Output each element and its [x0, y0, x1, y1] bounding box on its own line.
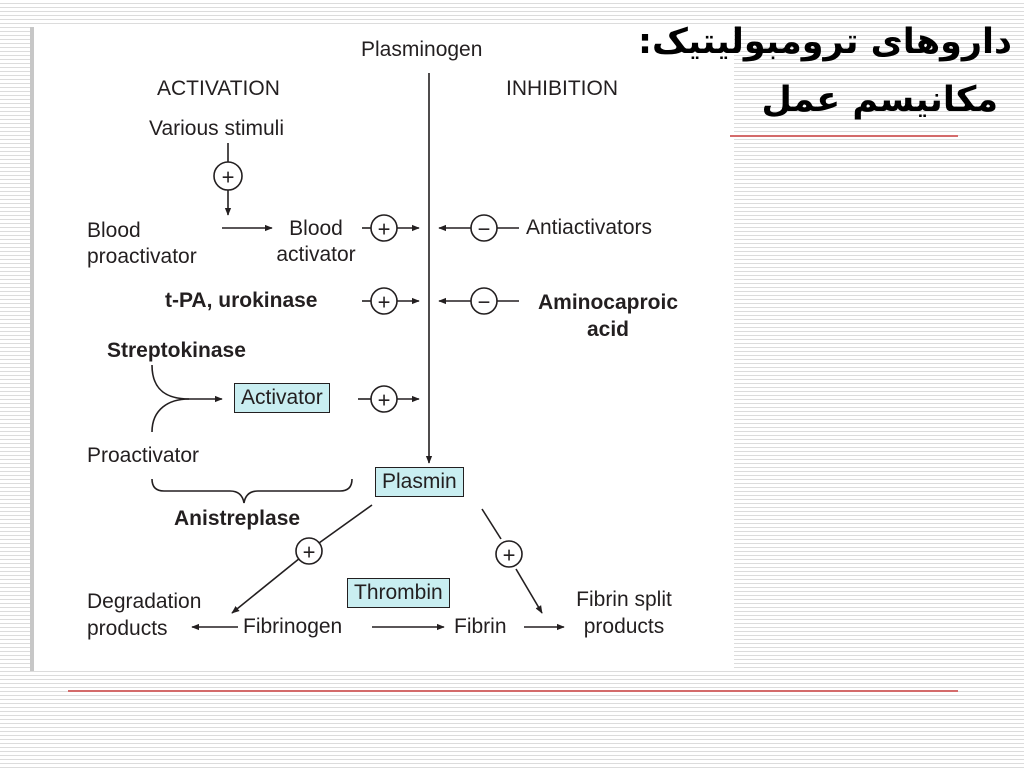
- stimuli-plus-sign: +: [221, 164, 235, 190]
- slide-title-line1: داروهای ترومبولیتیک:: [638, 22, 1012, 62]
- blood-activator-plus-sign: +: [377, 216, 391, 242]
- aminocaproic-acid-label: Aminocaproic acid: [537, 291, 679, 341]
- title-underline: [730, 135, 958, 137]
- proactivator-curve: [152, 399, 189, 432]
- activator-box: Activator: [234, 383, 330, 413]
- antiactivators-label: Antiactivators: [526, 216, 653, 239]
- footer-rule: [68, 690, 958, 692]
- various-stimuli-label: Various stimuli: [149, 117, 284, 140]
- degradation-plus-sign: +: [302, 539, 316, 565]
- fibrinogen-label: Fibrinogen: [243, 615, 343, 638]
- fibrin-label: Fibrin: [454, 615, 507, 638]
- plasmin-to-fibrin-split-line-a: [482, 509, 501, 539]
- plasmin-to-fibrin-split-arrow: [516, 569, 542, 613]
- antiactivators-minus-sign: −: [477, 216, 491, 242]
- plasmin-to-degradation-arrow: [232, 558, 300, 613]
- streptokinase-label: Streptokinase: [107, 339, 246, 362]
- aminocaproic-minus-sign: −: [477, 289, 491, 315]
- anistreplase-brace: [152, 479, 352, 503]
- degradation-products-label: Degradation products: [87, 590, 202, 640]
- plasmin-to-degradation-line-a: [319, 505, 372, 543]
- thrombin-box: Thrombin: [347, 578, 450, 608]
- anistreplase-label: Anistreplase: [174, 507, 301, 530]
- streptokinase-curve: [152, 365, 189, 399]
- plasminogen-label: Plasminogen: [361, 38, 483, 61]
- blood-activator-label: Blood activator: [276, 217, 356, 266]
- tpa-urokinase-label: t-PA, urokinase: [165, 289, 318, 312]
- activation-header: ACTIVATION: [157, 77, 280, 100]
- blood-proactivator-label: Blood proactivator: [87, 219, 197, 268]
- plasmin-box: Plasmin: [375, 467, 464, 497]
- fibrin-split-products-label: Fibrin split products: [576, 588, 672, 638]
- diagram-panel: [30, 27, 734, 671]
- proactivator-label: Proactivator: [87, 444, 200, 467]
- activator-plus-sign: +: [377, 387, 391, 413]
- fibrin-split-plus-sign: +: [502, 542, 516, 568]
- inhibition-header: INHIBITION: [506, 77, 619, 100]
- slide-title-line2: مکانیسم عمل: [761, 80, 998, 120]
- tpa-plus-sign: +: [377, 289, 391, 315]
